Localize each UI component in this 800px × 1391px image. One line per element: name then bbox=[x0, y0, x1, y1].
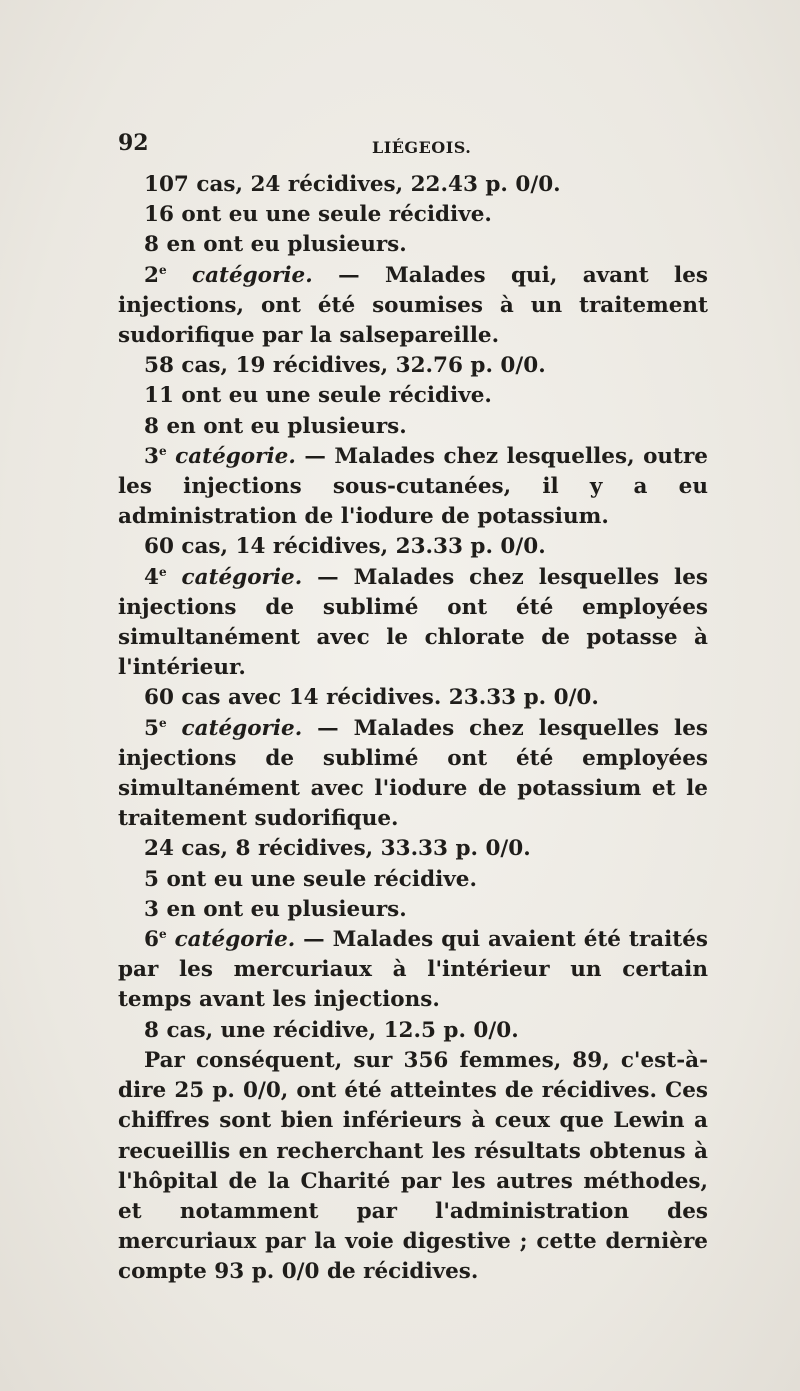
category-paragraph: 2e catégorie. — Malades qui, avant les injections, ont été soumises à un traitement sudorifique par la salsepareille. bbox=[118, 262, 708, 349]
running-head: LIÉGEOIS. bbox=[372, 138, 472, 157]
category-label: catégorie. bbox=[181, 715, 303, 741]
page-header bbox=[118, 130, 708, 164]
paragraph: 107 cas, 24 récidives, 22.43 p. 0/0. bbox=[144, 172, 561, 197]
category-label: catégorie. bbox=[175, 443, 296, 469]
category-paragraph: 5e catégorie. — Malades chez lesquelles les injections de sublimé ont été employées simultanément avec l'iodure de potassium et le traitement sudorifique. bbox=[118, 715, 708, 832]
paragraph: 58 cas, 19 récidives, 32.76 p. 0/0. bbox=[144, 353, 546, 379]
paragraph: 60 cas avec 14 récidives. 23.33 p. 0/0. bbox=[144, 685, 599, 711]
paragraph: 5 ont eu une seule récidive. bbox=[144, 866, 477, 892]
category-label: catégorie. bbox=[181, 564, 303, 590]
paragraph: 60 cas, 14 récidives, 23.33 p. 0/0. bbox=[144, 534, 546, 560]
category-label: catégorie. bbox=[174, 927, 296, 953]
paragraph: 11 ont eu une seule récidive. bbox=[144, 383, 492, 409]
page-number: 92 bbox=[118, 130, 149, 156]
paragraph: 8 cas, une récidive, 12.5 p. 0/0. bbox=[144, 1017, 519, 1043]
paragraph: 3 en ont eu plusieurs. bbox=[144, 896, 407, 922]
paragraph: 16 ont eu une seule récidive. bbox=[144, 202, 492, 228]
category-paragraph: 4e catégorie. — Malades chez lesquelles les injections de sublimé ont été employées simultanément avec le chlorate de potasse à l'intérieur. bbox=[118, 564, 708, 681]
category-label: catégorie. bbox=[192, 262, 313, 288]
paragraph: 8 en ont eu plusieurs. bbox=[144, 232, 407, 258]
category-paragraph: 6e catégorie. — Malades qui avaient été traités par les mercuriaux à l'intérieur un certain temps avant les injections. bbox=[118, 926, 708, 1013]
paragraph: 8 en ont eu plusieurs. bbox=[144, 413, 407, 439]
body-text bbox=[118, 170, 708, 1288]
category-paragraph: 3e catégorie. — Malades chez lesquelles, outre les injections sous-cutanées, il y a eu administration de l'iodure de potassium. bbox=[118, 443, 708, 530]
paragraph: Par conséquent, sur 356 femmes, 89, c'est-à-dire 25 p. 0/0, ont été atteintes de récidives. Ces chiffres sont bien inférieurs à ceux que Lewin a recueillis en recherchant les résultats obtenus à l'hôpital de la Charité par les autres méthodes, et notamment par l'administration des mercuriaux par la voie digestive ; cette dernière compte 93 p. 0/0 de récidives. bbox=[118, 1047, 708, 1285]
paragraph: 24 cas, 8 récidives, 33.33 p. 0/0. bbox=[144, 836, 531, 862]
